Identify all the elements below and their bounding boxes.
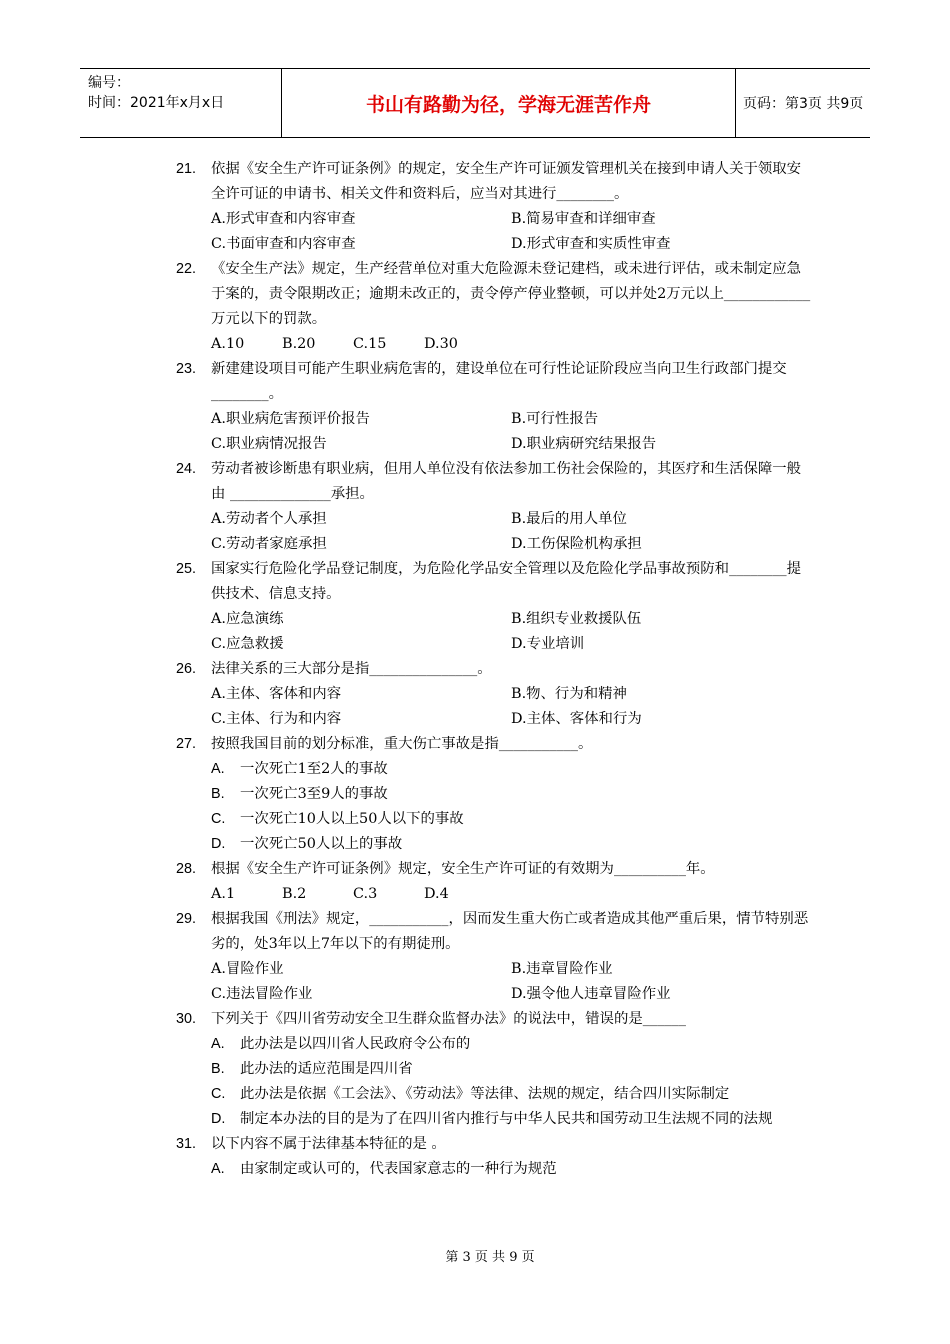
question-number: 30. (176, 1011, 197, 1027)
option: C.15 (353, 336, 387, 352)
question (176, 1132, 812, 1157)
question (176, 1007, 812, 1032)
question (176, 857, 812, 882)
option: C.劳动者家庭承担 (211, 536, 327, 552)
options (176, 682, 812, 732)
question-text: 根据我国《刑法》规定，___________，因而发生重大伤亡或者造成其他严重后果，情节特别恶劣的，处3年以上7年以下的有期徒刑。 (211, 911, 809, 952)
option: B.最后的用人单位 (511, 511, 627, 527)
option (176, 832, 812, 857)
header-meta (80, 69, 282, 137)
option-letter: B. (211, 786, 225, 802)
option: D.主体、客体和行为 (511, 711, 642, 727)
option (176, 782, 812, 807)
options (176, 607, 812, 657)
question-list (176, 157, 812, 1182)
option: B.违章冒险作业 (511, 961, 613, 977)
option: A.冒险作业 (211, 961, 284, 977)
option-text: 一次死亡1至2人的事故 (240, 761, 388, 777)
options (176, 957, 812, 1007)
option: D.30 (424, 336, 458, 352)
question-text: 按照我国目前的划分标准，重大伤亡事故是指___________。 (211, 736, 593, 752)
question-number: 25. (176, 561, 197, 577)
option (176, 1107, 812, 1132)
option (176, 1057, 812, 1082)
option-letter: C. (211, 1086, 226, 1102)
question (176, 157, 812, 207)
option: B.物、行为和精神 (511, 686, 627, 702)
option: C.职业病情况报告 (211, 436, 327, 452)
option: C.主体、行为和内容 (211, 711, 342, 727)
option: B.组织专业救援队伍 (511, 611, 642, 627)
date-label: 时间：2021年x月x日 (88, 95, 225, 111)
option-text: 一次死亡10人以上50人以下的事故 (240, 811, 464, 827)
option: C.书面审查和内容审查 (211, 236, 356, 252)
option: D.4 (424, 886, 449, 902)
page-header (80, 68, 870, 138)
option: D.专业培训 (511, 636, 585, 652)
question-number: 22. (176, 261, 197, 277)
option: D.职业病研究结果报告 (511, 436, 657, 452)
option: B.2 (282, 886, 307, 902)
question-number: 29. (176, 911, 197, 927)
question-number: 21. (176, 161, 197, 177)
header-motto: 书山有路勤为径，学海无涯苦作舟 (282, 69, 736, 137)
option-text: 由家制定或认可的，代表国家意志的一种行为规范 (240, 1161, 557, 1177)
question-text: 根据《安全生产许可证条例》规定，安全生产许可证的有效期为__________年。 (211, 861, 715, 877)
options (176, 332, 812, 357)
option (176, 1032, 812, 1057)
option: A.劳动者个人承担 (211, 511, 327, 527)
option: D.强令他人违章冒险作业 (511, 986, 671, 1002)
question-text: 《安全生产法》规定，生产经营单位对重大危险源未登记建档，或未进行评估，或未制定应急于案的，责令限期改正；逾期未改正的，责令停产停业整顿，可以并处2万元以上____________万元以下的罚款。 (211, 261, 811, 327)
option: D.工伤保险机构承担 (511, 536, 642, 552)
option-text: 一次死亡50人以上的事故 (240, 836, 403, 852)
page-footer: 第 3 页 共 9 页 (445, 1250, 535, 1265)
option-letter: C. (211, 811, 226, 827)
option-letter: A. (211, 1161, 225, 1177)
question (176, 457, 812, 507)
option-text: 一次死亡3至9人的事故 (240, 786, 388, 802)
option-letter: D. (211, 836, 226, 852)
option: C.应急救援 (211, 636, 284, 652)
question-number: 26. (176, 661, 197, 677)
option: B.简易审查和详细审查 (511, 211, 656, 227)
question (176, 907, 812, 957)
option (176, 1157, 812, 1182)
question-text: 国家实行危险化学品登记制度，为危险化学品安全管理以及危险化学品事故预防和________提供技术、信息支持。 (211, 561, 802, 602)
question-text: 新建建设项目可能产生职业病危害的，建设单位在可行性论证阶段应当向卫生行政部门提交________。 (211, 361, 787, 402)
option: B.20 (282, 336, 316, 352)
option: C.违法冒险作业 (211, 986, 313, 1002)
options (176, 407, 812, 457)
options (176, 507, 812, 557)
question (176, 357, 812, 407)
option-text: 此办法的适应范围是四川省 (240, 1061, 413, 1077)
option-letter: A. (211, 761, 225, 777)
question (176, 657, 812, 682)
option (176, 1082, 812, 1107)
option: D.形式审查和实质性审查 (511, 236, 671, 252)
question-text: 法律关系的三大部分是指_______________。 (211, 661, 492, 677)
option-letter: D. (211, 1111, 226, 1127)
option: A.应急演练 (211, 611, 284, 627)
option-letter: A. (211, 1036, 225, 1052)
option: A.1 (211, 886, 236, 902)
question (176, 557, 812, 607)
option-text: 此办法是以四川省人民政府令公布的 (240, 1036, 471, 1052)
option: A.主体、客体和内容 (211, 686, 342, 702)
option-text: 制定本办法的目的是为了在四川省内推行与中华人民共和国劳动卫生法规不同的法规 (240, 1111, 773, 1127)
header-page-number: 页码：第3页 共9页 (743, 96, 864, 112)
option-letter: B. (211, 1061, 225, 1077)
number-label: 编号： (88, 75, 130, 91)
options (176, 207, 812, 257)
options (176, 882, 812, 907)
question-number: 28. (176, 861, 197, 877)
question (176, 257, 812, 332)
question-text: 依据《安全生产许可证条例》的规定，安全生产许可证颁发管理机关在接到申请人关于领取安全许可证的申请书、相关文件和资料后，应当对其进行________。 (211, 161, 802, 202)
question (176, 732, 812, 757)
question-number: 23. (176, 361, 197, 377)
option: A.10 (211, 336, 245, 352)
option: A.职业病危害预评价报告 (211, 411, 370, 427)
option: C.3 (353, 886, 378, 902)
question-number: 27. (176, 736, 197, 752)
option-text: 此办法是依据《工会法》、《劳动法》等法律、法规的规定，结合四川实际制定 (240, 1086, 730, 1102)
question-number: 24. (176, 461, 197, 477)
option (176, 807, 812, 832)
option (176, 757, 812, 782)
question-text: 劳动者被诊断患有职业病，但用人单位没有依法参加工伤社会保险的，其医疗和生活保障一般由 ______________承担。 (211, 461, 802, 502)
question-text: 以下内容不属于法律基本特征的是 。 (211, 1136, 446, 1152)
option: B.可行性报告 (511, 411, 599, 427)
option: A.形式审查和内容审查 (211, 211, 356, 227)
question-text: 下列关于《四川省劳动安全卫生群众监督办法》的说法中，错误的是______ (211, 1011, 686, 1027)
question-number: 31. (176, 1136, 197, 1152)
